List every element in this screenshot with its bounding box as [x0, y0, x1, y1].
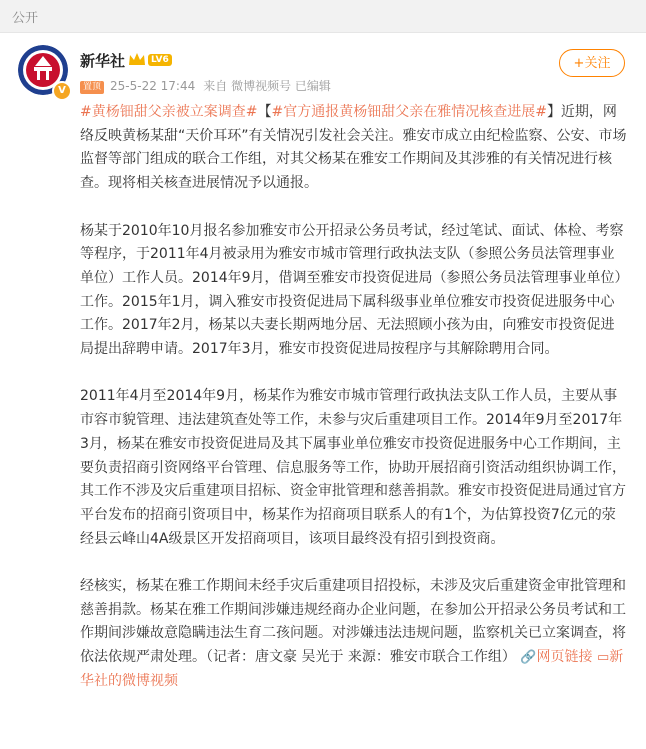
web-link[interactable]: [520, 649, 592, 665]
video-link-label: 新华社的微博视频: [80, 649, 624, 689]
link-icon: 🔗: [520, 650, 537, 666]
pinned-badge: 置顶: [80, 81, 104, 94]
post-meta: [80, 77, 331, 94]
paragraph-1-text: 】近期，网络反映黄杨某甜“天价耳环”有关情况引发社会关注。雅安市成立由纪检监察、公安、市场监督等部门组成的联合工作组，对其父杨某在雅安工作期间及其涉雅的有关情况进行核查。现将相关核查进展情况予以通报。: [80, 104, 627, 192]
paragraph-4: [80, 575, 628, 694]
post-content: [80, 101, 628, 717]
crown-icon: [128, 51, 146, 67]
weibo-post: [0, 33, 646, 749]
video-icon: ▭: [597, 650, 610, 666]
visibility-label: 公开: [12, 11, 39, 26]
paragraph-2: 杨某于2010年10月报名参加雅安市公开招录公务员考试，经过笔试、面试、体检、考察等程序，于2011年4月被录用为雅安市城市管理行政执法支队（参照公务员法管理事业单位）工作人员。2014年9月，借调至雅安市投资促进局（参照公务员法管理事业单位）工作。2015年1月，调入雅安市投资促进局下属科级事业单位雅安市投资促进服务中心工作。2017年2月，杨某以夫妻长期两地分居、无法照顾小孩为由，向雅安市投资促进局提出辞聘申请。2017年3月，雅安市投资促进局按程序与其解除聘用合同。: [80, 222, 624, 358]
author-name[interactable]: 新华社: [80, 52, 126, 70]
web-link-label: 网页链接: [536, 649, 593, 666]
topic-link-1[interactable]: #黄杨钿甜父亲被立案调查#: [80, 104, 258, 120]
paragraph-1: [80, 101, 628, 196]
bracket-open: 【: [257, 104, 272, 120]
topic-link-2[interactable]: #官方通报黄杨钿甜父亲在雅情况核查进展#: [271, 104, 547, 120]
visibility-bar: [0, 0, 646, 33]
post-source: 来自 微博视频号 已编辑: [203, 79, 331, 93]
level-badge: LV6: [148, 54, 172, 66]
follow-button[interactable]: +关注: [559, 49, 625, 77]
paragraph-4-text: 经核实，杨某在雅工作期间未经手灾后重建项目招投标，未涉及灾后重建资金审批管理和慈善捐款。杨某在雅工作期间涉嫌违规经商办企业问题，在参加公开招录公务员考试和工作期间涉嫌故意隐瞒违法生育二孩问题。对涉嫌违法违规问题，监察机关已立案调查，将依法依规严肃处理。（记者：唐文豪 吴光于 来源：雅安市联合工作组）: [80, 578, 626, 666]
verified-badge-icon: V: [52, 81, 72, 101]
post-time[interactable]: 25-5-22 17:44: [110, 79, 196, 93]
paragraph-3: 2011年4月至2014年9月，杨某作为雅安市城市管理行政执法支队工作人员，主要从事市容市貌管理、违法建筑查处等工作，未参与灾后重建项目工作。2014年9月至2017年3月，杨某在雅安市投资促进局及其下属事业单位雅安市投资促进服务中心工作期间，主要负责招商引资网络平台管理、信息服务等工作，协助开展招商引资活动组织协调工作，其工作不涉及灾后重建项目招标、资金审批管理和慈善捐款。雅安市投资促进局通过官方平台发布的招商引资项目中，杨某作为招商项目联系人的有1个，为估算投资7亿元的荥经县云峰山4A级景区开发招商项目，该项目最终没有招引到投资商。: [80, 388, 626, 547]
